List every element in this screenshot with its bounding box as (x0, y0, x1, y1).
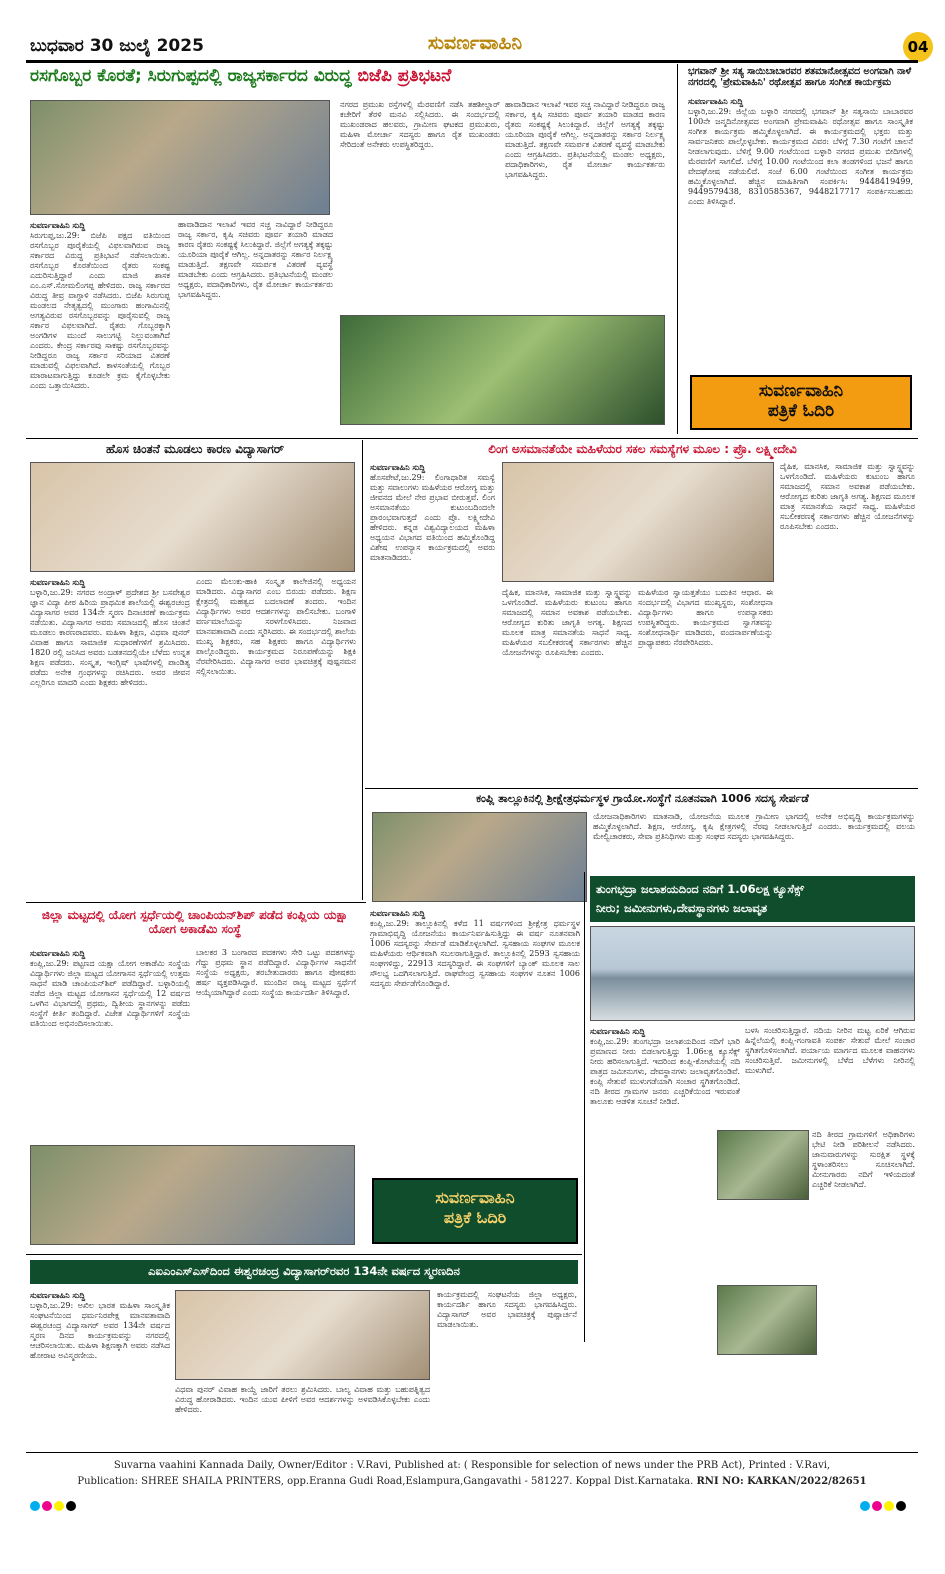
kampli-coop-byline: ಸುವರ್ಣವಾಹಿನಿ ಸುದ್ದಿ (370, 908, 426, 918)
eshwarachandra-body: ಬಳ್ಳಾರಿ,ಜು.29: ಅಖಿಲ ಭಾರತ ಮಹಿಳಾ ಸಾಂಸ್ಕೃತಿಕ ಸಂಘಟನೆಯಿಂದ ಧರ್ಮನಿರಪೇಕ್ಷ ಮಾನವತಾವಾದಿ ಈಶ್ವರಚಂದ್ರ ವಿದ್ಯಾಸಾಗರ್ ಅವರ 134ನೇ ವರ್ಷದ ಸ್ಮರಣ ದಿನದ ಕಾರ್ಯಕ್ರಮವನ್ನು ನಗರದಲ್ಲಿ ಆಚರಿಸಲಾಯಿತು. ಮಹಿಳಾ ಶಿಕ್ಷಣಕ್ಕಾಗಿ ಅವರು ನಡೆಸಿದ ಹೋರಾಟ ಅವಿಸ್ಮರಣೀಯ. (30, 1301, 170, 1360)
lead-body: ಸಿರುಗುಪ್ಪ,ಜು.29: ಬಿಜೆಪಿ ಪಕ್ಷದ ವತಿಯಿಂದ ರಸಗೊಬ್ಬರ ಪೂರೈಕೆಯಲ್ಲಿ ವಿಫಲವಾಗಿರುವ ರಾಜ್ಯ ಸರ್ಕಾರದ ವಿರುದ್ಧ ಪ್ರತಿಭಟನೆ ನಡೆಸಲಾಯಿತು. ರಸಗೊಬ್ಬರ ಕೊರತೆಯಿಂದ ರೈತರು ಸಂಕಷ್ಟ ಎದುರಿಸುತ್ತಿದ್ದಾರೆ ಎಂದು ಮಾಜಿ ಶಾಸಕ ಎಂ.ಎಸ್.ಸೋಮಲಿಂಗಪ್ಪ ಹೇಳಿದರು. ರಾಜ್ಯ ಸರ್ಕಾರದ ವಿರುದ್ಧ ತೀವ್ರ ವಾಗ್ದಾಳಿ ನಡೆಸಿದರು. ಬಿಜೆಪಿ ಸಿರುಗುಪ್ಪ ಮಂಡಲದ ನೇತೃತ್ವದಲ್ಲಿ ಮುಂಗಾರು ಹಂಗಾಮಿನಲ್ಲಿ ಅಗತ್ಯವಿರುವ ರಸಗೊಬ್ಬರವನ್ನು ಪೂರೈಸುವಲ್ಲಿ ರಾಜ್ಯ ಸರ್ಕಾರ ವಿಫಲವಾಗಿದೆ. ರೈತರು ಗೊಬ್ಬರಕ್ಕಾಗಿ ಅಂಗಡಿಗಳ ಮುಂದೆ ಸಾಲುಗಟ್ಟಿ ನಿಲ್ಲುವಂತಾಗಿದೆ ಎಂದರು. ಕೇಂದ್ರ ಸರ್ಕಾರವು ಸಾಕಷ್ಟು ರಸಗೊಬ್ಬರವನ್ನು ನೀಡಿದ್ದರೂ ರಾಜ್ಯ ಸರ್ಕಾರ ಸರಿಯಾದ ವಿತರಣೆ ಮಾಡುವಲ್ಲಿ ವಿಫಲವಾಗಿದೆ. ಕಾಳಸಂತೆಯಲ್ಲಿ ಗೊಬ್ಬರ ಮಾರಾಟವಾಗುತ್ತಿದ್ದು ಕೂಡಲೇ ಕ್ರಮ ಕೈಗೊಳ್ಳಬೇಕು ಎಂದು ಒತ್ತಾಯಿಸಿದರು. (30, 231, 170, 390)
vidyasagar-byline: ಸುವರ್ಣವಾಹಿನಿ ಸುದ್ದಿ (30, 577, 86, 587)
issue-date: ಬುಧವಾರ 30 ಜುಲೈ 2025 (30, 36, 204, 56)
yoga-col1 (30, 948, 190, 1138)
kampli-coop-col-right (593, 812, 915, 872)
tungabhadra-headline-2: ನೀರು; ಜಮೀನುಗಳು,ದೇವಸ್ಥಾನಗಳು ಜಲಾವೃತ (596, 901, 768, 915)
sidebar-byline: ಸುವರ್ಣವಾಹಿನಿ ಸುದ್ದಿ (688, 96, 744, 106)
tungabhadra-headline-1: ತುಂಗಭದ್ರಾ ಜಲಾಶಯದಿಂದ ನದಿಗೆ 1.06ಲಕ್ಷ ಕ್ಯೂಸೆಕ್ಸ್ (596, 882, 804, 896)
registration-marks-right (860, 1496, 908, 1515)
eshwarachandra-body2: ವಿಧವಾ ಪುನರ್ ವಿವಾಹ ಕಾಯ್ದೆ ಜಾರಿಗೆ ತರಲು ಶ್ರಮಿಸಿದರು. ಬಾಲ್ಯ ವಿವಾಹ ಮತ್ತು ಬಹುಪತ್ನಿತ್ವದ ವಿರುದ್ಧ ಹೋರಾಡಿದರು. ಇಂದಿನ ಯುವ ಪೀಳಿಗೆ ಅವರ ಆದರ್ಶಗಳನ್ನು ಅಳವಡಿಸಿಕೊಳ್ಳಬೇಕು ಎಂದು ಹೇಳಿದರು. (175, 1385, 430, 1414)
lakshmidevi-headline: ಲಿಂಗ ಅಸಮಾನತೆಯೇ ಮಹಿಳೆಯರ ಸಕಲ ಸಮಸ್ಯೆಗಳ ಮೂಲ : ಪ್ರೊ. ಲಕ್ಷ್ಮೀದೇವಿ (488, 442, 797, 456)
lakshmidevi-body2: ದೈಹಿಕ, ಮಾನಸಿಕ, ಸಾಮಾಜಿಕ ಮತ್ತು ಸ್ವಾಸ್ಥ್ಯವನ್ನು ಒಳಗೊಂಡಿದೆ. ಮಹಿಳೆಯರು ಕುಟುಂಬ ಹಾಗೂ ಸಮಾಜದಲ್ಲಿ ಸಮಾನ ಅವಕಾಶ ಪಡೆಯಬೇಕು. ಆರೋಗ್ಯದ ಕುರಿತು ಜಾಗೃತಿ ಅಗತ್ಯ. ಶಿಕ್ಷಣದ ಮೂಲಕ ಮಾತ್ರ ಸಮಾನತೆಯ ಸಾಧನೆ ಸಾಧ್ಯ. ಮಹಿಳೆಯರ ಸಬಲೀಕರಣಕ್ಕೆ ಸರ್ಕಾರಗಳು ಹೆಚ್ಚಿನ ಯೋಜನೆಗಳನ್ನು ರೂಪಿಸಬೇಕು ಎಂದರು. (502, 588, 632, 657)
footer-imprint-line2 (26, 1476, 918, 1487)
eshwarachandra-body3: ಕಾರ್ಯಕ್ರಮದಲ್ಲಿ ಸಂಘಟನೆಯ ಜಿಲ್ಲಾ ಅಧ್ಯಕ್ಷರು, ಕಾರ್ಯದರ್ಶಿ ಹಾಗೂ ಸದಸ್ಯರು ಭಾಗವಹಿಸಿದ್ದರು. ವಿದ್ಯಾಸಾಗರ್ ಅವರ ಭಾವಚಿತ್ರಕ್ಕೆ ಪುಷ್ಪಾರ್ಚನೆ ಮಾಡಲಾಯಿತು. (437, 1290, 577, 1329)
kampli-coop-body: ಕಂಪ್ಲಿ,ಜು.29: ತಾಲ್ಲೂಕಿನಲ್ಲಿ ಕಳೆದ 11 ವರ್ಷಗಳಿಂದ ಶ್ರೀಕ್ಷೇತ್ರ ಧರ್ಮಸ್ಥಳ ಗ್ರಾಮಾಭಿವೃದ್ಧಿ ಯೋಜನೆಯು ಕಾರ್ಯನಿರ್ವಹಿಸುತ್ತಿದ್ದು ಈ ವರ್ಷ ನೂತನವಾಗಿ 1006 ಸದಸ್ಯರನ್ನು ಸೇರ್ಪಡೆ ಮಾಡಿಕೊಳ್ಳಲಾಗಿದೆ. ಸ್ವಸಹಾಯ ಸಂಘಗಳ ಮೂಲಕ ಮಹಿಳೆಯರು ಆರ್ಥಿಕವಾಗಿ ಸಬಲರಾಗುತ್ತಿದ್ದಾರೆ. ತಾಲ್ಲೂಕಿನಲ್ಲಿ 2593 ಸ್ವಸಹಾಯ ಸಂಘಗಳಿದ್ದು, 22913 ಸದಸ್ಯರಿದ್ದಾರೆ. ಈ ಸಂಘಗಳಿಗೆ ಬ್ಯಾಂಕ್ ಮೂಲಕ ಸಾಲ ಸೌಲಭ್ಯ ಒದಗಿಸಲಾಗುತ್ತಿದೆ. ರಾಘವೇಂದ್ರ ಸ್ವಸಹಾಯ ಸಂಘಗಳ ನೂತನ 1006 ಸದಸ್ಯರು ಸೇರ್ಪಡೆಗೊಂಡಿದ್ದಾರೆ. (370, 919, 580, 988)
tungabhadra-body3: ನದಿ ತೀರದ ಗ್ರಾಮಗಳಿಗೆ ಅಧಿಕಾರಿಗಳು ಭೇಟಿ ನೀಡಿ ಪರಿಶೀಲನೆ ನಡೆಸಿದರು. ಜಾನುವಾರುಗಳನ್ನು ಸುರಕ್ಷಿತ ಸ್ಥಳಕ್ಕೆ ಸ್ಥಳಾಂತರಿಸಲು ಸೂಚಿಸಲಾಗಿದೆ. ಮೀನುಗಾರರು ನದಿಗೆ ಇಳಿಯದಂತೆ ಎಚ್ಚರಿಕೆ ನೀಡಲಾಗಿದೆ. (812, 1130, 915, 1189)
promo-mid-line2: ಪತ್ರಿಕೆ ಓದಿರಿ (443, 1208, 507, 1227)
lead-headline-part2: ಬಿಜೆಪಿ ಪ್ರತಿಭಟನೆ (357, 66, 452, 86)
eshwarachandra-byline: ಸುವರ್ಣವಾಹಿನಿ ಸುದ್ದಿ (30, 1290, 86, 1300)
tungabhadra-body: ಕಂಪ್ಲಿ,ಜು.29: ತುಂಗಭದ್ರಾ ಜಲಾಶಯದಿಂದ ನದಿಗೆ ಭಾರಿ ಪ್ರಮಾಣದ ನೀರು ಬಿಡಲಾಗುತ್ತಿದ್ದು 1.06ಲಕ್ಷ ಕ್ಯೂಸೆಕ್ಸ್ ನೀರು ಹರಿಸಲಾಗುತ್ತಿದೆ. ಇದರಿಂದ ಕಂಪ್ಲಿ-ಕೋಟೆಯಲ್ಲಿ ನದಿ ಪಾತ್ರದ ಜಮೀನುಗಳು, ದೇವಸ್ಥಾನಗಳು ಜಲಾವೃತಗೊಂಡಿವೆ. ಕಂಪ್ಲಿ ಸೇತುವೆ ಮುಳುಗಡೆಯಾಗಿ ಸಂಚಾರ ಸ್ಥಗಿತಗೊಂಡಿದೆ. ನದಿ ತೀರದ ಗ್ರಾಮಗಳ ಜನರು ಎಚ್ಚರಿಕೆಯಿಂದ ಇರುವಂತೆ ತಾಲೂಕು ಆಡಳಿತ ಸೂಚನೆ ನೀಡಿದೆ. (590, 1037, 740, 1106)
tungabhadra-byline: ಸುವರ್ಣವಾಹಿನಿ ಸುದ್ದಿ (590, 1026, 646, 1036)
vidyasagar-headline: ಹೊಸ ಚಿಂತನೆ ಮೂಡಲು ಕಾರಣ ವಿದ್ಯಾಸಾಗರ್ (106, 442, 284, 456)
footer-rni: RNI NO: KARKAN/2022/82651 (696, 1476, 867, 1487)
vidyasagar-col1 (30, 577, 190, 897)
page-number: 04 (903, 32, 933, 62)
lakshmidevi-col2 (502, 588, 632, 783)
divider (365, 788, 918, 789)
vidyasagar-col2 (196, 577, 356, 897)
kampli-coop-photo (372, 812, 587, 902)
yoga-headline: ಜಿಲ್ಲಾ ಮಟ್ಟದಲ್ಲಿ ಯೋಗ ಸ್ಪರ್ಧೆಯಲ್ಲಿ ಚಾಂಪಿಯನ್‌ಶಿಪ್ ಪಡೆದ ಕಂಪ್ಲಿಯ ಯಕ್ಷಾ ಯೋಗ ಅಕಾಡೆಮಿ ಸಂಸ್ಥೆ (41, 908, 349, 937)
lead-headline-part1: ರಸಗೊಬ್ಬರ ಕೊರತೆ; ಸಿರುಗುಪ್ಪದಲ್ಲಿ ರಾಜ್ಯಸರ್ಕಾರದ ವಿರುದ್ಧ (30, 66, 358, 86)
masthead-logo: ಸುವರ್ಣವಾಹಿನಿ (427, 32, 523, 54)
eshwarachandra-headline: ಎಐಎಂಎಸ್‌ಎಸ್‌ದಿಂದ ಈಶ್ವರಚಂದ್ರ ವಿದ್ಯಾಸಾಗರ್‌ರವರ 134ನೇ ವರ್ಷದ ಸ್ಮರಣದಿನ (30, 1260, 578, 1284)
footer-publication: Publication: SHREE SHAILA PRINTERS, opp.Eranna Gudi Road,Eslampura,Gangavathi - 581227. Koppal Dist.Karnataka. (77, 1476, 694, 1487)
divider (26, 1254, 582, 1255)
divider (584, 872, 585, 1342)
eshwarachandra-col3 (437, 1290, 577, 1440)
yoga-body: ಕಂಪ್ಲಿ,ಜು.29: ಪಟ್ಟಣದ ಯಕ್ಷಾ ಯೋಗ ಅಕಾಡೆಮಿ ಸಂಸ್ಥೆಯ ವಿದ್ಯಾರ್ಥಿಗಳು ಜಿಲ್ಲಾ ಮಟ್ಟದ ಯೋಗಾಸನ ಸ್ಪರ್ಧೆಯಲ್ಲಿ ಉತ್ತಮ ಸಾಧನೆ ಮಾಡಿ ಚಾಂಪಿಯನ್‌ಶಿಪ್ ಪಡೆದಿದ್ದಾರೆ. ಬಳ್ಳಾರಿಯಲ್ಲಿ ನಡೆದ ಜಿಲ್ಲಾ ಮಟ್ಟದ ಯೋಗಾಸನ ಸ್ಪರ್ಧೆಯಲ್ಲಿ 12 ವರ್ಷದ ಒಳಗಿನ ವಿಭಾಗದಲ್ಲಿ ಪ್ರಥಮ, ದ್ವಿತೀಯ ಸ್ಥಾನಗಳನ್ನು ಪಡೆದು ಸಂಸ್ಥೆಗೆ ಕೀರ್ತಿ ತಂದಿದ್ದಾರೆ. ವಿಜೇತ ವಿದ್ಯಾರ್ಥಿಗಳಿಗೆ ಸಂಸ್ಥೆಯ ವತಿಯಿಂದ ಅಭಿನಂದಿಸಲಾಯಿತು. (30, 959, 190, 1028)
lead-body-col1 (30, 220, 170, 430)
header-rule (26, 60, 918, 63)
lead-body3: ನಗರದ ಪ್ರಮುಖ ರಸ್ತೆಗಳಲ್ಲಿ ಮೆರವಣಿಗೆ ನಡೆಸಿ ತಹಶೀಲ್ದಾರ್ ಕಚೇರಿಗೆ ತೆರಳಿ ಮನವಿ ಸಲ್ಲಿಸಿದರು. ಈ ಸಂದರ್ಭದಲ್ಲಿ ಮುಖಂಡರಾದ ಹಲವರು, ಗ್ರಾಮೀಣ ಘಟಕದ ಪ್ರಮುಖರು, ಮಹಿಳಾ ಮೋರ್ಚಾ ಸದಸ್ಯರು ಹಾಗೂ ರೈತ ಮುಖಂಡರು ಸೇರಿದಂತೆ ಅನೇಕರು ಉಪಸ್ಥಿತರಿದ್ದರು. (340, 100, 500, 149)
tungabhadra-photo-field (717, 1285, 817, 1355)
lead-body-col3 (340, 100, 500, 310)
lakshmidevi-body3: ಮಹಿಳೆಯರ ಸ್ವಾಯತ್ತತೆಯು ಬದುಕಿನ ಆಧಾರ. ಈ ಸಂದರ್ಭದಲ್ಲಿ ವಿಭಾಗದ ಮುಖ್ಯಸ್ಥರು, ಸಂಶೋಧನಾ ವಿದ್ಯಾರ್ಥಿಗಳು ಹಾಗೂ ಉಪನ್ಯಾಸಕರು ಉಪಸ್ಥಿತರಿದ್ದರು. ಕಾರ್ಯಕ್ರಮದ ಸ್ವಾಗತವನ್ನು ಸಂಶೋಧನಾರ್ಥಿ ಮಾಡಿದರು, ವಂದನಾರ್ಪಣೆಯನ್ನು ಪ್ರಾಧ್ಯಾಪಕರು ನೆರವೇರಿಸಿದರು. (638, 588, 773, 647)
sidebar-headline: ಭಗವಾನ್ ಶ್ರೀ ಸತ್ಯ ಸಾಯಿಬಾಬಾರವರ ಶತಮಾನೋತ್ಸವದ ಅಂಗವಾಗಿ ನಾಳೆ ನಗರದಲ್ಲಿ 'ಪ್ರೇಮವಾಹಿನಿ' ರಥೋತ್ಸವ ಹಾಗೂ ಸಂಗೀತ ಕಾರ್ಯಕ್ರಮ (688, 66, 912, 89)
kampli-coop-headline: ಕಂಪ್ಲಿ ತಾಲ್ಲೂಕಿನಲ್ಲಿ ಶ್ರೀಕ್ಷೇತ್ರಧರ್ಮಸ್ಥಳ ಗ್ರಾಯೋ.ಸಂಸ್ಥೆಗೆ ನೂತನವಾಗಿ 1006 ಸದಸ್ಯ ಸೇರ್ಪಡೆ (476, 792, 809, 805)
yoga-body2: ಬಾಲಕರ 3 ಬಂಗಾರದ ಪದಕಗಳು ಸೇರಿ ಒಟ್ಟು ಪದಕಗಳನ್ನು ಗೆದ್ದು ಪ್ರಥಮ ಸ್ಥಾನ ಪಡೆದಿದ್ದಾರೆ. ವಿದ್ಯಾರ್ಥಿಗಳ ಸಾಧನೆಗೆ ಸಂಸ್ಥೆಯ ಅಧ್ಯಕ್ಷರು, ತರಬೇತುದಾರರು ಹಾಗೂ ಪೋಷಕರು ಹರ್ಷ ವ್ಯಕ್ತಪಡಿಸಿದ್ದಾರೆ. ಮುಂದಿನ ರಾಜ್ಯ ಮಟ್ಟದ ಸ್ಪರ್ಧೆಗೆ ಆಯ್ಕೆಯಾಗಿದ್ದಾರೆ ಎಂದು ಸಂಸ್ಥೆಯ ಕಾರ್ಯದರ್ಶಿ ತಿಳಿಸಿದ್ದಾರೆ. (196, 948, 356, 997)
lead-body-col4 (505, 100, 665, 310)
lead-body-col2 (178, 220, 333, 430)
yoga-photo (30, 1145, 355, 1245)
divider (677, 64, 678, 434)
vidyasagar-body: ಬಳ್ಳಾರಿ,ಜು.29: ನಗರದ ಅಂದ್ರಾಳ್ ಪ್ರದೇಶದ ಶ್ರೀ ಬಸವೇಶ್ವರ ಜ್ಞಾನ ವಿದ್ಯಾ ಪೀಠ ಹಿರಿಯ ಪ್ರಾಥಮಿಕ ಶಾಲೆಯಲ್ಲಿ ಈಶ್ವರಚಂದ್ರ ವಿದ್ಯಾಸಾಗರ ಅವರ 134ನೇ ಸ್ಮರಣ ದಿನಾಚರಣೆ ಕಾರ್ಯಕ್ರಮ ನಡೆಯಿತು. ವಿದ್ಯಾಸಾಗರ ಅವರು ಸಮಾಜದಲ್ಲಿ ಹೊಸ ಚಿಂತನೆ ಮೂಡಲು ಕಾರಣರಾದವರು. ಮಹಿಳಾ ಶಿಕ್ಷಣ, ವಿಧವಾ ಪುನರ್ ವಿವಾಹ ಹಾಗೂ ಸಾಮಾಜಿಕ ಸುಧಾರಣೆಗಳಿಗೆ ಶ್ರಮಿಸಿದರು. 1820 ರಲ್ಲಿ ಜನಿಸಿದ ಅವರು ಬಡತನದಲ್ಲಿಯೇ ಬೆಳೆದು ಉನ್ನತ ಶಿಕ್ಷಣ ಪಡೆದರು. ಸಂಸ್ಕೃತ, ಇಂಗ್ಲಿಷ್ ಭಾಷೆಗಳಲ್ಲಿ ಪಾಂಡಿತ್ಯ ಪಡೆದು ಅನೇಕ ಗ್ರಂಥಗಳನ್ನು ರಚಿಸಿದರು. ಅವರ ಜೀವನ ಎಲ್ಲರಿಗೂ ಮಾದರಿ ಎಂದು ಶಿಕ್ಷಕರು ಹೇಳಿದರು. (30, 588, 190, 687)
tungabhadra-photo (590, 926, 915, 1021)
vidyasagar-photo (30, 462, 355, 572)
divider (26, 438, 918, 439)
yoga-byline: ಸುವರ್ಣವಾಹಿನಿ ಸುದ್ದಿ (30, 948, 86, 958)
lakshmidevi-byline: ಸುವರ್ಣವಾಹಿನಿ ಸುದ್ದಿ (370, 462, 426, 472)
lead-headline (30, 66, 670, 86)
lakshmidevi-col3 (638, 588, 773, 783)
divider (362, 440, 363, 900)
sidebar-body (688, 96, 913, 368)
eshwarachandra-col1 (30, 1290, 170, 1440)
vidyasagar-body2: ಎಂದು ಮೆಲುಕು-ಹಾಕಿ ಸಂಸ್ಕೃತ ಕಾಲೇಜಿನಲ್ಲಿ ಅಧ್ಯಯನ ಮಾಡಿದರು. ವಿದ್ಯಾಸಾಗರ ಎಂಬ ಬಿರುದು ಪಡೆದರು. ಶಿಕ್ಷಣ ಕ್ಷೇತ್ರದಲ್ಲಿ ಮಹತ್ವದ ಬದಲಾವಣೆ ತಂದರು. ಇಂದಿನ ವಿದ್ಯಾರ್ಥಿಗಳು ಅವರ ಆದರ್ಶಗಳನ್ನು ಪಾಲಿಸಬೇಕು. ಬಂಗಾಳಿ ವರ್ಣಮಾಲೆಯನ್ನು ಸರಳಗೊಳಿಸಿದರು. ನಿಜವಾದ ಮಾನವತಾವಾದಿ ಎಂದು ಸ್ಮರಿಸಿದರು. ಈ ಸಂದರ್ಭದಲ್ಲಿ ಶಾಲೆಯ ಮುಖ್ಯ ಶಿಕ್ಷಕರು, ಸಹ ಶಿಕ್ಷಕರು ಹಾಗೂ ವಿದ್ಯಾರ್ಥಿಗಳು ಪಾಲ್ಗೊಂಡಿದ್ದರು. ಕಾರ್ಯಕ್ರಮದ ನಿರೂಪಣೆಯನ್ನು ಶಿಕ್ಷಕಿ ನೆರವೇರಿಸಿದರು. ವಿದ್ಯಾಸಾಗರ ಅವರ ಭಾವಚಿತ್ರಕ್ಕೆ ಪುಷ್ಪನಮನ ಸಲ್ಲಿಸಲಾಯಿತು. (196, 577, 356, 676)
lead-body2: ಹಾವಾಡಿದಾನ ಇಲಾಖೆ ಇವರ ಸಚ್ಚ ನಾವಿದ್ದಾರೆ ನೀಡಿದ್ದರೂ ರಾಜ್ಯ ಸರ್ಕಾರ, ಕೃಷಿ ಸಚಿವರು ಪೂರ್ವ ತಯಾರಿ ಮಾಡದ ಕಾರಣ ರೈತರು ಸಂಕಷ್ಟಕ್ಕೆ ಸಿಲುಕಿದ್ದಾರೆ. ಜಿಲ್ಲೆಗೆ ಅಗತ್ಯಕ್ಕೆ ತಕ್ಕಷ್ಟು ಯೂರಿಯಾ ಪೂರೈಕೆ ಆಗಿಲ್ಲ. ಅನ್ನದಾತರನ್ನು ಸರ್ಕಾರ ನಿರ್ಲಕ್ಷ್ಯ ಮಾಡುತ್ತಿದೆ. ತಕ್ಷಣವೇ ಸಮರ್ಪಕ ವಿತರಣೆ ವ್ಯವಸ್ಥೆ ಮಾಡಬೇಕು ಎಂದು ಆಗ್ರಹಿಸಿದರು. ಪ್ರತಿಭಟನೆಯಲ್ಲಿ ಮಂಡಲ ಅಧ್ಯಕ್ಷರು, ಪದಾಧಿಕಾರಿಗಳು, ರೈತ ಮೋರ್ಚಾ ಕಾರ್ಯಕರ್ತರು ಭಾಗವಹಿಸಿದ್ದರು. (178, 220, 333, 299)
divider (26, 902, 366, 903)
lakshmidevi-col4 (780, 462, 915, 782)
registration-marks-left (30, 1496, 78, 1515)
yoga-col2 (196, 948, 356, 1138)
kampli-coop-col-main (370, 908, 580, 1170)
kampli-coop-body2: ಯೋಜನಾಧಿಕಾರಿಗಳು ಮಾತನಾಡಿ, ಯೋಜನೆಯ ಮೂಲಕ ಗ್ರಾಮೀಣ ಭಾಗದಲ್ಲಿ ಅನೇಕ ಅಭಿವೃದ್ಧಿ ಕಾರ್ಯಕ್ರಮಗಳನ್ನು ಹಮ್ಮಿಕೊಳ್ಳಲಾಗಿದೆ. ಶಿಕ್ಷಣ, ಆರೋಗ್ಯ, ಕೃಷಿ ಕ್ಷೇತ್ರಗಳಲ್ಲಿ ನೆರವು ನೀಡಲಾಗುತ್ತಿದೆ ಎಂದರು. ಕಾರ್ಯಕ್ರಮದಲ್ಲಿ ವಲಯ ಮೇಲ್ವಿಚಾರಕರು, ಸೇವಾ ಪ್ರತಿನಿಧಿಗಳು ಮತ್ತು ಸಂಘದ ಸದಸ್ಯರು ಭಾಗವಹಿಸಿದ್ದರು. (593, 812, 915, 841)
lakshmidevi-body: ಹೊಸಪೇಟೆ,ಜು.29: ಲಿಂಗಾಧಾರಿತ ಸಮಸ್ಯೆ ಮತ್ತು ಸವಾಲುಗಳು ಮಹಿಳೆಯರ ಆರೋಗ್ಯ ಮತ್ತು ಜೀವನದ ಮೇಲೆ ನೇರ ಪ್ರಭಾವ ಬೀರುತ್ತವೆ. ಲಿಂಗ ಅಸಮಾನತೆಯು ಕುಟುಂಬದಿಂದಲೇ ಪ್ರಾರಂಭವಾಗುತ್ತದೆ ಎಂದು ಪ್ರೊ. ಲಕ್ಷ್ಮೀದೇವಿ ಹೇಳಿದರು. ಕನ್ನಡ ವಿಶ್ವವಿದ್ಯಾಲಯದ ಮಹಿಳಾ ಅಧ್ಯಯನ ವಿಭಾಗದ ವತಿಯಿಂದ ಹಮ್ಮಿಕೊಂಡಿದ್ದ ವಿಶೇಷ ಉಪನ್ಯಾಸ ಕಾರ್ಯಕ್ರಮದಲ್ಲಿ ಅವರು ಮಾತನಾಡಿದರು. (370, 473, 495, 562)
tungabhadra-col1 (590, 1026, 740, 1446)
lead-byline: ಸುವರ್ಣವಾಹಿನಿ ಸುದ್ದಿ (30, 220, 86, 230)
sidebar-text: ಬಳ್ಳಾರಿ,ಜು.29: ಜಿಲ್ಲೆಯ ಬಳ್ಳಾರಿ ನಗರದಲ್ಲಿ ಭಗವಾನ್ ಶ್ರೀ ಸತ್ಯಸಾಯಿ ಬಾಬಾರವರ 100ನೇ ಜನ್ಮದಿನೋತ್ಸವದ ಅಂಗವಾಗಿ ಪ್ರೇಮವಾಹಿನಿ ರಥೋತ್ಸವ ಹಾಗೂ ಸಾಂಸ್ಕೃತಿಕ ಸಂಗೀತ ಕಾರ್ಯಕ್ರಮ ಹಮ್ಮಿಕೊಳ್ಳಲಾಗಿದೆ. ಈ ಕಾರ್ಯಕ್ರಮದಲ್ಲಿ ಭಕ್ತರು ಮತ್ತು ಸಾರ್ವಜನಿಕರು ಪಾಲ್ಗೊಳ್ಳಬೇಕು. ಕಾರ್ಯಕ್ರಮದ ವಿವರ: ಬೆಳಿಗ್ಗೆ 7.30 ಗಂಟೆಗೆ ಚಾಲನೆ ನೀಡಲಾಗುವುದು. ಬೆಳಿಗ್ಗೆ 9.00 ಗಂಟೆಯಿಂದ ಬಳ್ಳಾರಿ ನಗರದ ಪ್ರಮುಖ ಬೀದಿಗಳಲ್ಲಿ ಮೆರವಣಿಗೆ ಸಾಗಲಿದೆ. ಬೆಳಿಗ್ಗೆ 10.00 ಗಂಟೆಯಿಂದ ಕಲಾ ತಂಡಗಳಿಂದ ಭಜನೆ ಹಾಗೂ ವೇದಘೋಷ ನಡೆಯಲಿದೆ. ಸಂಜೆ 6.00 ಗಂಟೆಯಿಂದ ಸಂಗೀತ ಕಾರ್ಯಕ್ರಮ ಹಮ್ಮಿಕೊಳ್ಳಲಾಗಿದೆ. ಹೆಚ್ಚಿನ ಮಾಹಿತಿಗಾಗಿ ಸಂಪರ್ಕಿಸಿ: 9448419499, 9449579438, 8310585367, 9448217717 ಸಂಪರ್ಕಿಸಬಹುದು ಎಂದು ತಿಳಿಸಿದ್ದಾರೆ. (688, 107, 913, 206)
lead-photo (30, 100, 330, 215)
promo-top-line1: ಸುವರ್ಣವಾಹಿನಿ (758, 381, 844, 401)
eshwarachandra-photo (175, 1290, 430, 1380)
promo-box-mid (372, 1178, 578, 1244)
tungabhadra-body2: ಬಳಸಿ ಸಂಚರಿಸುತ್ತಿದ್ದಾರೆ. ನದಿಯ ನೀರಿನ ಮಟ್ಟ ಏರಿಕೆ ಆಗಿರುವ ಹಿನ್ನೆಲೆಯಲ್ಲಿ ಕಂಪ್ಲಿ-ಗಂಗಾವತಿ ಸಂಪರ್ಕ ಸೇತುವೆ ಮೇಲೆ ಸಂಚಾರ ಸ್ಥಗಿತಗೊಳಿಸಲಾಗಿದೆ. ಪರ್ಯಾಯ ಮಾರ್ಗದ ಮೂಲಕ ವಾಹನಗಳು ಸಂಚರಿಸುತ್ತಿವೆ. ಜಮೀನುಗಳಲ್ಲಿ ಬೆಳೆದ ಬೆಳೆಗಳು ನೀರಿನಲ್ಲಿ ಮುಳುಗಿವೆ. (745, 1026, 915, 1075)
tungabhadra-col2 (745, 1026, 915, 1126)
lakshmidevi-col1 (370, 462, 495, 782)
promo-mid-line1: ಸುವರ್ಣವಾಹಿನಿ (435, 1188, 515, 1207)
lakshmidevi-photo (502, 462, 774, 582)
lead-photo-2 (340, 315, 665, 425)
lakshmidevi-body4: ದೈಹಿಕ, ಮಾನಸಿಕ, ಸಾಮಾಜಿಕ ಮತ್ತು ಸ್ವಾಸ್ಥ್ಯವನ್ನು ಒಳಗೊಂಡಿದೆ. ಮಹಿಳೆಯರು ಕುಟುಂಬ ಹಾಗೂ ಸಮಾಜದಲ್ಲಿ ಸಮಾನ ಅವಕಾಶ ಪಡೆಯಬೇಕು. ಆರೋಗ್ಯದ ಕುರಿತು ಜಾಗೃತಿ ಅಗತ್ಯ. ಶಿಕ್ಷಣದ ಮೂಲಕ ಮಾತ್ರ ಸಮಾನತೆಯ ಸಾಧನೆ ಸಾಧ್ಯ. ಮಹಿಳೆಯರ ಸಬಲೀಕರಣಕ್ಕೆ ಸರ್ಕಾರಗಳು ಹೆಚ್ಚಿನ ಯೋಜನೆಗಳನ್ನು ರೂಪಿಸಬೇಕು ಎಂದರು. (780, 462, 915, 531)
eshwarachandra-col2 (175, 1385, 430, 1440)
promo-top-line2: ಪತ್ರಿಕೆ ಓದಿರಿ (767, 401, 835, 421)
tungabhadra-headline (590, 876, 915, 922)
footer-rule (26, 1452, 918, 1453)
tungabhadra-col3 (812, 1130, 915, 1290)
lead-body2-cont: ಹಾವಾಡಿದಾನ ಇಲಾಖೆ ಇವರ ಸಚ್ಚ ನಾವಿದ್ದಾರೆ ನೀಡಿದ್ದರೂ ರಾಜ್ಯ ಸರ್ಕಾರ, ಕೃಷಿ ಸಚಿವರು ಪೂರ್ವ ತಯಾರಿ ಮಾಡದ ಕಾರಣ ರೈತರು ಸಂಕಷ್ಟಕ್ಕೆ ಸಿಲುಕಿದ್ದಾರೆ. ಜಿಲ್ಲೆಗೆ ಅಗತ್ಯಕ್ಕೆ ತಕ್ಕಷ್ಟು ಯೂರಿಯಾ ಪೂರೈಕೆ ಆಗಿಲ್ಲ. ಅನ್ನದಾತರನ್ನು ಸರ್ಕಾರ ನಿರ್ಲಕ್ಷ್ಯ ಮಾಡುತ್ತಿದೆ. ತಕ್ಷಣವೇ ಸಮರ್ಪಕ ವಿತರಣೆ ವ್ಯವಸ್ಥೆ ಮಾಡಬೇಕು ಎಂದು ಆಗ್ರಹಿಸಿದರು. ಪ್ರತಿಭಟನೆಯಲ್ಲಿ ಮಂಡಲ ಅಧ್ಯಕ್ಷರು, ಪದಾಧಿಕಾರಿಗಳು, ರೈತ ಮೋರ್ಚಾ ಕಾರ್ಯಕರ್ತರು ಭಾಗವಹಿಸಿದ್ದರು. (505, 100, 665, 179)
tungabhadra-photo-temple (717, 1130, 809, 1200)
footer-imprint-line1: Suvarna vaahini Kannada Daily, Owner/Editor : V.Ravi, Published at: ( Responsible for selection of news under the PRB Act), Printed : V.Ravi, (113, 1460, 831, 1471)
promo-box-top (690, 375, 912, 430)
